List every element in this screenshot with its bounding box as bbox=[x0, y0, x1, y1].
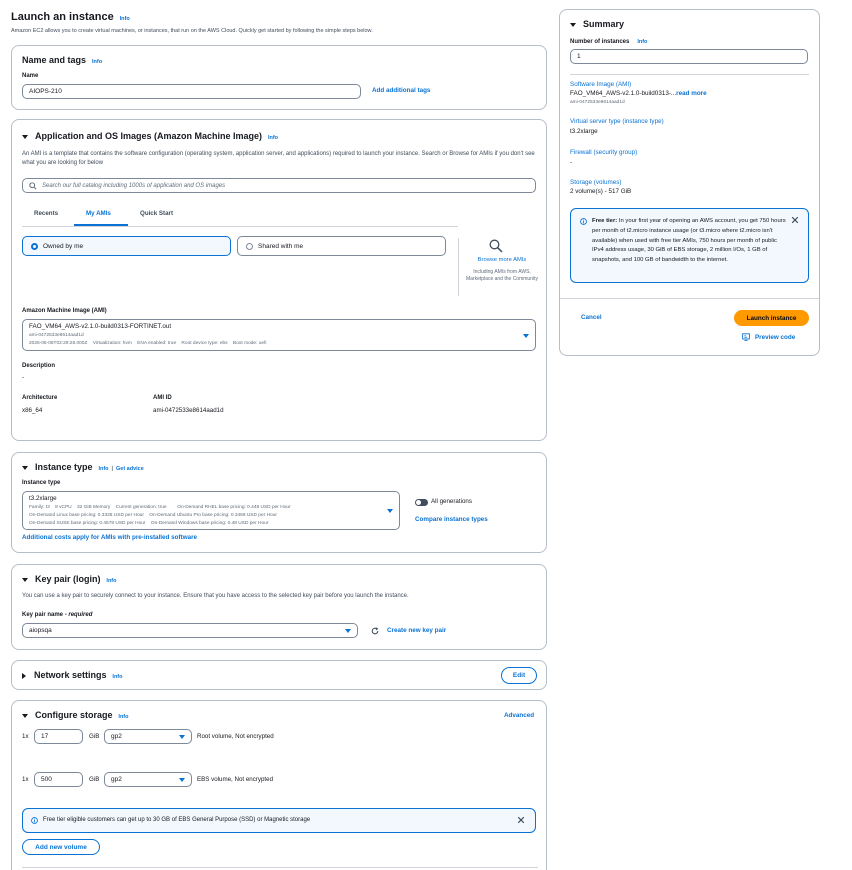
add-new-volume-button[interactable]: Add new volume bbox=[22, 839, 100, 855]
key-pair-panel bbox=[11, 564, 547, 650]
summary-divider bbox=[570, 74, 809, 75]
cancel-button[interactable]: Cancel bbox=[581, 314, 602, 321]
header-info-link[interactable]: Info bbox=[119, 16, 130, 22]
volume-desc: EBS volume, Not encrypted bbox=[197, 776, 274, 783]
network-title: Network settings bbox=[33, 670, 107, 680]
key-pair-select[interactable]: aiopsqa bbox=[22, 623, 358, 638]
storage-free-tier-text: Free tier eligible customers can get up to 30 GB of EBS General Purpose (SSD) or Magnetic storage bbox=[43, 817, 311, 823]
network-settings-panel bbox=[11, 660, 547, 690]
volume-type-select[interactable]: gp2 bbox=[104, 772, 192, 787]
virtual-server-type-link[interactable]: Virtual server type (instance type) bbox=[570, 118, 664, 125]
ami-id-value: ami-0472533e8614aad1d bbox=[153, 407, 224, 414]
instance-type-select[interactable]: t3.2xlarge Family: t3 8 vCPU 32 GiB Memory Current generation: true On-Demand RHEL base pricing: 0.448 USD per Hour On-Demand Linux base pricing: 0.3328 USD per Hour On-Demand Ubuntu Pro base pricing: 0.3468 USD per Hour On-Demand SUSE base pricing: 0.4578 USD per Hour On-Demand Windows base pricing: 0.48 USD per Hour bbox=[22, 491, 400, 530]
ami-select-label: Amazon Machine Image (AMI) bbox=[22, 308, 107, 314]
num-instances-info-link[interactable]: Info bbox=[637, 39, 648, 45]
chevron-down-icon bbox=[179, 735, 185, 739]
name-label: Name bbox=[22, 73, 39, 79]
network-info-link[interactable]: Info bbox=[112, 674, 123, 680]
get-advice-link[interactable]: Get advice bbox=[115, 466, 144, 472]
volume-count: 1x bbox=[22, 776, 29, 783]
browse-subtext: Including AMIs from AWS, Marketplace and the Community bbox=[466, 269, 538, 282]
collapse-icon[interactable] bbox=[22, 578, 28, 582]
owned-by-me-option[interactable]: Owned by me bbox=[22, 236, 231, 256]
virtual-server-type-value: t3.2xlarge bbox=[570, 128, 598, 135]
instance-type-value: t3.2xlarge bbox=[29, 495, 57, 502]
key-pair-info-link[interactable]: Info bbox=[106, 578, 117, 584]
storage-panel bbox=[11, 700, 547, 870]
ami-search-placeholder: Search our full catalog including 1000s of application and OS images bbox=[42, 182, 226, 189]
expand-icon[interactable] bbox=[22, 673, 26, 679]
shared-with-me-option[interactable]: Shared with me bbox=[237, 236, 446, 256]
firewall-value: - bbox=[570, 159, 573, 166]
ami-panel bbox=[11, 119, 547, 441]
ami-select-meta: 2025-05-06T02:29:28.000Z Virtualization: hvm ENA enabled: true Root device type: ebs Boot mode: uefi bbox=[29, 341, 267, 346]
architecture-label: Architecture bbox=[22, 395, 58, 401]
volume-unit: GiB bbox=[89, 733, 100, 740]
info-icon bbox=[31, 817, 38, 824]
instance-type-panel: Instance type Info | Get advice Instance type t3.2xlarge Family: t3 8 vCPU 32 GiB Memory Current generation: true On-Demand RHEL base pricing: 0.448 USD per Hour On-Demand Linux base pricing: 0.3328 USD per Hour On-Demand Ubuntu Pro base pricing: 0.3468 USD per Hour On-Demand SUSE base pricing: 0.4578 USD per Hour On-Demand Windows base pricing: 0.48 USD per Hour All generations Compare instance types Additional costs apply for AMIs with pre-installed software bbox=[11, 452, 547, 553]
page-title: Launch an instance bbox=[11, 11, 114, 23]
read-more-link[interactable]: read more bbox=[676, 90, 707, 97]
additional-costs-link[interactable]: Additional costs apply for AMIs with pre-installed software bbox=[22, 534, 198, 541]
architecture-value: x86_64 bbox=[22, 407, 43, 414]
software-image-id: ami-0472533e8614aad1d bbox=[570, 100, 625, 105]
advanced-link[interactable]: Advanced bbox=[504, 712, 535, 719]
description-value: - bbox=[22, 374, 25, 381]
ami-select-name: FAO_VM64_AWS-v2.1.0-build0313-FORTINET.out bbox=[29, 323, 172, 330]
refresh-icon[interactable] bbox=[371, 627, 379, 635]
collapse-icon[interactable] bbox=[22, 135, 28, 139]
edit-network-button[interactable]: Edit bbox=[501, 667, 537, 684]
ami-select-id: ami-0472533e8614aad1d bbox=[29, 333, 84, 338]
search-icon[interactable] bbox=[489, 239, 503, 253]
page-header bbox=[11, 11, 130, 23]
vertical-divider bbox=[458, 238, 459, 296]
ami-info-link[interactable]: Info bbox=[267, 135, 279, 141]
storage-divider bbox=[22, 867, 538, 868]
storage-title: Configure storage bbox=[34, 710, 113, 720]
num-instances-input[interactable]: 1 bbox=[570, 49, 808, 64]
summary-footer-divider bbox=[560, 298, 819, 299]
volume-count: 1x bbox=[22, 733, 29, 740]
create-key-pair-link[interactable]: Create new key pair bbox=[387, 627, 447, 634]
chevron-down-icon bbox=[345, 629, 351, 633]
instance-type-label: Instance type bbox=[22, 480, 61, 486]
name-tags-panel bbox=[11, 45, 547, 110]
software-image-link[interactable]: Software Image (AMI) bbox=[570, 81, 632, 88]
page-description: Amazon EC2 allows you to create virtual machines, or instances, that run on the AWS Cloud. Quickly get started by following the simple steps below. bbox=[11, 28, 373, 34]
all-generations-toggle[interactable] bbox=[415, 499, 428, 506]
launch-instance-button[interactable]: Launch instance bbox=[734, 310, 809, 326]
tab-divider bbox=[22, 226, 458, 227]
name-input[interactable]: AIOPS-210 bbox=[22, 84, 361, 99]
ami-description: An AMI is a template that contains the software configuration (operating system, application server, and applications) required to launch your instance. Search or Browse for AMIs if you don't see what you are looking for below bbox=[22, 151, 535, 166]
tab-quick-start[interactable]: Quick Start bbox=[140, 210, 174, 217]
instance-type-info-link[interactable]: Info bbox=[98, 466, 109, 472]
storage-link[interactable]: Storage (volumes) bbox=[570, 179, 622, 186]
key-pair-description: You can use a key pair to securely connect to your instance. Ensure that you have access to the selected key pair before you launch the instance. bbox=[22, 593, 409, 599]
summary-title: Summary bbox=[582, 19, 624, 29]
free-tier-text: Free tier: In your first year of opening an AWS account, you get 750 hours per month of t2.micro instance usage (or t3.micro where t2.micro isn't available) when used with free tier AMIs, 750 hours per month of public IPv4 address usage, 30 GiB of EBS storage, 2 million I/Os, 1 GB of snapshots, and 100 GB of bandwidth to the internet. bbox=[592, 218, 786, 264]
volume-size-input[interactable]: 500 bbox=[34, 772, 83, 787]
code-icon bbox=[742, 333, 750, 341]
tab-my-amis[interactable]: My AMIs bbox=[86, 210, 111, 217]
collapse-icon[interactable] bbox=[22, 466, 28, 470]
storage-info-link[interactable]: Info bbox=[118, 714, 129, 720]
radio-icon bbox=[246, 243, 253, 250]
volume-desc: Root volume, Not encrypted bbox=[197, 733, 274, 740]
instance-type-title: Instance type bbox=[34, 462, 93, 472]
key-pair-title: Key pair (login) bbox=[34, 574, 101, 584]
info-icon bbox=[580, 218, 587, 225]
close-icon[interactable] bbox=[791, 216, 799, 224]
name-tags-title: Name and tags bbox=[22, 55, 87, 65]
chevron-down-icon bbox=[523, 334, 529, 338]
ami-title: Application and OS Images (Amazon Machine Image) bbox=[34, 131, 262, 141]
free-tier-alert bbox=[570, 208, 809, 283]
collapse-icon[interactable] bbox=[22, 714, 28, 718]
compare-instance-types-link[interactable]: Compare instance types bbox=[415, 516, 488, 523]
close-icon[interactable] bbox=[517, 816, 525, 824]
tab-recents[interactable]: Recents bbox=[34, 210, 59, 217]
chevron-down-icon bbox=[387, 509, 393, 513]
storage-value: 2 volume(s) - 517 GiB bbox=[570, 188, 632, 195]
name-tags-info-link[interactable]: Info bbox=[91, 59, 103, 65]
search-icon bbox=[29, 182, 37, 190]
num-instances-label: Number of instances bbox=[570, 39, 630, 45]
description-label: Description bbox=[22, 363, 56, 369]
chevron-down-icon bbox=[179, 778, 185, 782]
radio-selected-icon bbox=[31, 243, 38, 250]
ami-select[interactable] bbox=[22, 319, 536, 351]
browse-more-amis-link[interactable]: Browse more AMIs bbox=[477, 257, 527, 263]
volume-unit: GiB bbox=[89, 776, 100, 783]
collapse-icon[interactable] bbox=[570, 23, 576, 27]
volume-type-select[interactable]: gp2 bbox=[104, 729, 192, 744]
summary-panel bbox=[559, 9, 820, 356]
firewall-link[interactable]: Firewall (security group) bbox=[570, 149, 638, 156]
software-image-value: FAO_VM64_AWS-v2.1.0-build0313-...read more bbox=[570, 90, 707, 97]
preview-code-button[interactable]: Preview code bbox=[742, 333, 795, 341]
ami-search-input[interactable] bbox=[22, 178, 536, 193]
key-pair-label: Key pair name - required bbox=[22, 612, 93, 618]
all-generations-label: All generations bbox=[431, 498, 472, 505]
ami-id-label: AMI ID bbox=[153, 395, 172, 401]
volume-size-input[interactable]: 17 bbox=[34, 729, 83, 744]
add-tags-link[interactable]: Add additional tags bbox=[372, 87, 431, 94]
storage-free-tier-alert bbox=[22, 808, 536, 833]
